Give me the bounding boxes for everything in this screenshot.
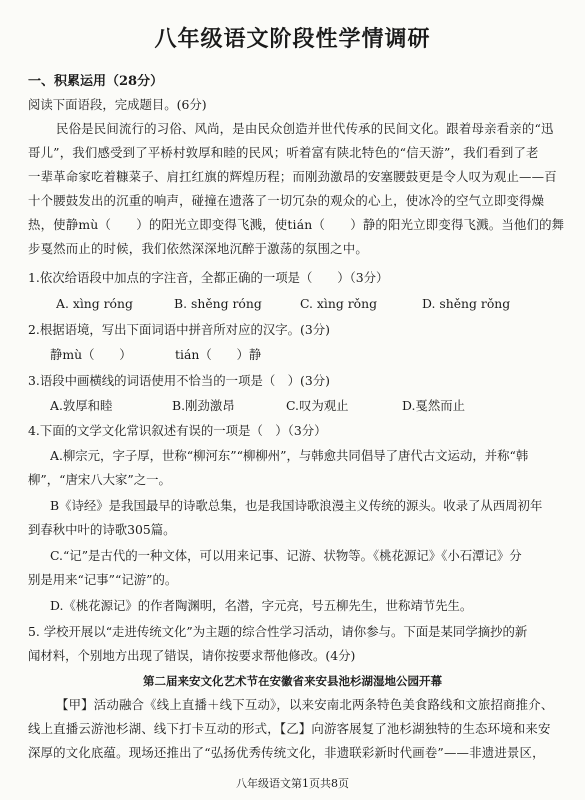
q1-option-a: A. xìng róng [56, 296, 133, 311]
news-title: 第二届来安文化艺术节在安徽省来安县池杉湖湿地公园开幕 [143, 674, 442, 688]
page-footer: 八年级语文第1页共8页 [236, 777, 349, 790]
q4-option-c: C.“记”是古代的一种文体，可以用来记事、记游、状物等。《桃花源记》《小石潭记》分 [50, 548, 522, 563]
page-title: 八年级语文阶段性学情调研 [154, 26, 431, 52]
q1-option-b: B. shěng róng [174, 296, 262, 311]
q4-option-a-cont: 柳”，“唐宋八大家”之一。 [28, 472, 171, 487]
passage-line: 一辈革命家吃着糠菜子、肩扛红旗的辉煌历程；而刚劲激昂的安塞腰鼓更是令人叹为观止——百 [28, 169, 557, 184]
question-3: 3.语段中画横线的词语使用不恰当的一项是（ ）(3分) [28, 373, 330, 388]
q4-option-a: A.柳宗元，字子厚，世称“柳河东”“柳柳州”，与韩愈共同倡导了唐代古文运动，并称“韩 [50, 448, 529, 463]
q3-option-a: A.敦厚和睦 [50, 398, 113, 413]
q3-option-b: B.刚劲激昂 [172, 398, 235, 413]
question-4: 4.下面的文学文化常识叙述有误的一项是（ ）（3分） [28, 423, 327, 438]
q1-option-c: C. xìng rǒng [300, 296, 378, 311]
news-line: 深厚的文化底蕴。现场还推出了“弘扬优秀传统文化，非遗联彩新时代画卷”——非遗进景区， [28, 745, 545, 760]
q1-options [56, 296, 568, 312]
q1-option-d: D. shěng rǒng [422, 296, 511, 311]
q3-options [50, 398, 585, 414]
question-1: 1.依次给语段中加点的字注音，全都正确的一项是（ ）（3分） [28, 270, 389, 285]
instruction: 阅读下面语段，完成题目。(6分) [28, 97, 207, 112]
q2-fill-blanks: 静mù（ ） tián（ ）静 [50, 347, 262, 362]
news-line: 线上直播云游池杉湖、线下打卡互动的形式，【乙】向游客展复了池杉湖独特的生态环境和来安 [28, 721, 551, 736]
q4-option-c-cont: 别是用来“记事”“记游”的。 [28, 572, 178, 587]
passage-line: 热，使静mù（ ）的阳光立即变得飞溅，使tián（ ）静的阳光立即变得飞溅。当他们的舞 [28, 217, 565, 232]
passage-line: 十个腰鼓发出的沉重的响声，碰撞在遗落了一切冗杂的观众的心上，使冰冷的空气立即变得燥 [28, 193, 545, 208]
passage-line: 哥儿”，我们感受到了平桥村敦厚和睦的民风；听着富有陕北特色的“信天游”，我们看到了老 [28, 145, 539, 160]
passage-line: 民俗是民间流行的习俗、风尚，是由民众创造并世代传承的民间文化。跟着母亲看亲的“迅 [56, 121, 554, 136]
news-line: 【甲】活动融合《线上直播＋线下互动》，以来安南北两条特色美食路线和文旅招商推介、 [56, 697, 554, 712]
question-5: 5. 学校开展以“走进传统文化”为主题的综合性学习活动，请你参与。下面是某同学摘抄的新 [28, 624, 528, 639]
q4-option-b-cont: 到春秋中叶的诗歌305篇。 [28, 522, 176, 537]
q3-option-c: C.叹为观止 [286, 398, 349, 413]
q4-option-b: B《诗经》是我国最早的诗歌总集，也是我国诗歌浪漫主义传统的源头。收录了从西周初年 [50, 498, 543, 513]
q3-option-d: D.戛然而止 [402, 398, 465, 413]
question-2: 2.根据语境，写出下面词语中拼音所对应的汉字。(3分) [28, 322, 330, 337]
question-5-cont: 闻材料，个别地方出现了错误，请你按要求帮他修改。(4分) [28, 648, 356, 663]
section-heading: 一、积累运用（28分） [28, 74, 164, 89]
passage-line: 步戛然而止的时候，我们依然深深地沉醉于激荡的氛围之中。 [28, 241, 368, 256]
q4-option-d: D.《桃花源记》的作者陶渊明，名潜，字元亮，号五柳先生，世称靖节先生。 [50, 598, 473, 613]
